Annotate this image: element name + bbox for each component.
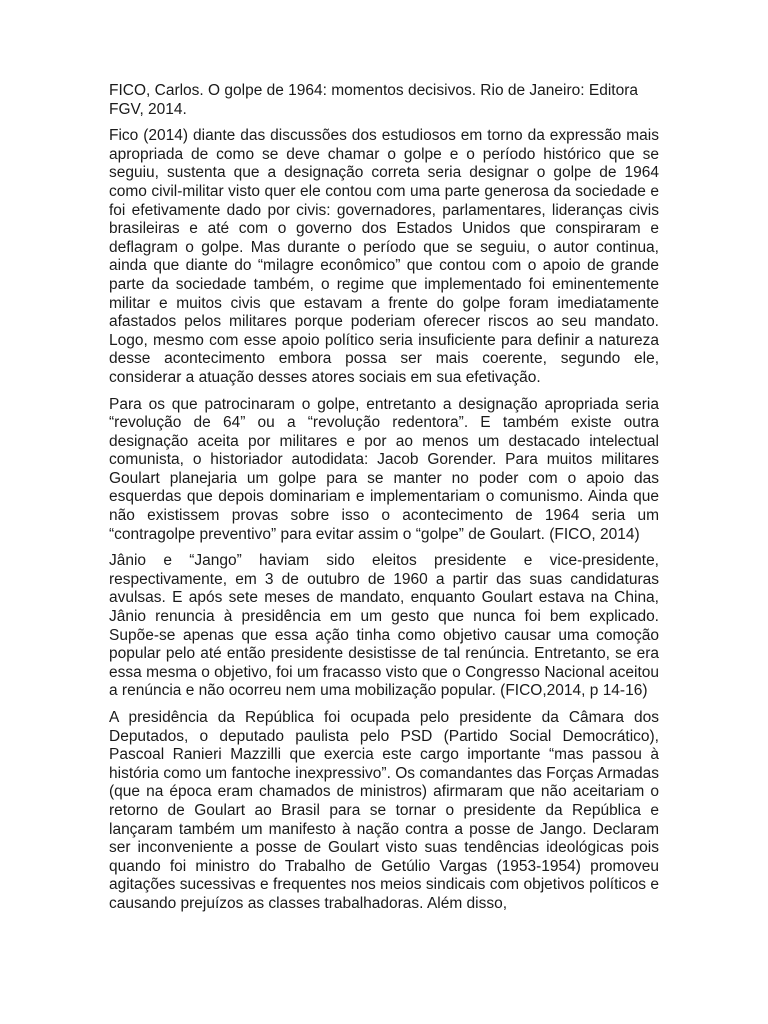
bibliographic-citation: FICO, Carlos. O golpe de 1964: momentos decisivos. Rio de Janeiro: Editora FGV, 2014.: [109, 82, 638, 118]
paragraph-3: Jânio e “Jango” haviam sido eleitos presidente e vice-presidente, respectivamente, em 3 de outubro de 1960 a partir das suas candidaturas avulsas. E após sete meses de mandato, enquanto Goulart estava na China, Jânio renuncia à presidência em um gesto que nunca foi bem explicado. Supõe-se apenas que essa ação tinha como objetivo causar uma comoção popular pelo até então presidente desistisse de tal renúncia. Entretanto, se era essa mesma o objetivo, foi um fracasso visto que o Congresso Nacional aceitou a renúncia e não ocorreu nem uma mobilização popular. (FICO,2014, p 14-16): [109, 552, 659, 700]
paragraph-4: A presidência da República foi ocupada pelo presidente da Câmara dos Deputados, o deputado paulista pelo PSD (Partido Social Democrático), Pascoal Ranieri Mazzilli que exercia este cargo importante “mas passou à história como um fantoche inexpressivo”. Os comandantes das Forças Armadas (que na época eram chamados de ministros) afirmaram que não aceitariam o retorno de Goulart ao Brasil para se tornar o presidente da República e lançaram também um manifesto à nação contra a posse de Jango. Declaram ser inconveniente a posse de Goulart visto suas tendências ideológicas pois quando foi ministro do Trabalho de Getúlio Vargas (1953-1954) promoveu agitações sucessivas e frequentes nos meios sindicais com objetivos políticos e causando prejuízos as classes trabalhadoras. Além disso,: [109, 709, 659, 912]
document-page: [109, 82, 659, 922]
paragraph-2: Para os que patrocinaram o golpe, entretanto a designação apropriada seria “revolução de 64” ou a “revolução redentora”. E também existe outra designação aceita por militares e por ao menos um destacado intelectual comunista, o historiador autodidata: Jacob Gorender. Para muitos militares Goulart planejaria um golpe para se manter no poder com o apoio das esquerdas que depois dominariam e implementariam o comunismo. Ainda que não existissem provas sobre isso o acontecimento de 1964 seria um “contragolpe preventivo” para evitar assim o “golpe” de Goulart. (FICO, 2014): [109, 395, 659, 543]
paragraph-1: Fico (2014) diante das discussões dos estudiosos em torno da expressão mais apropriada de como se deve chamar o golpe e o período histórico que se seguiu, sustenta que a designação correta seria designar o golpe de 1964 como civil-militar visto quer ele contou com uma parte generosa da sociedade e foi efetivamente dado por civis: governadores, parlamentares, lideranças civis brasileiras e até com o governo dos Estados Unidos que conspiraram e deflagram o golpe. Mas durante o período que se seguiu, o autor continua, ainda que diante do “milagre econômico” que contou com o apoio de grande parte da sociedade também, o regime que implementado foi eminentemente militar e muitos civis que estavam a frente do golpe foram imediatamente afastados pelos militares porque poderiam oferecer riscos ao seu mandato. Logo, mesmo com esse apoio político seria insuficiente para definir a natureza desse acontecimento embora possa ser mais coerente, segundo ele, considerar a atuação desses atores sociais em sua efetivação.: [109, 127, 659, 386]
